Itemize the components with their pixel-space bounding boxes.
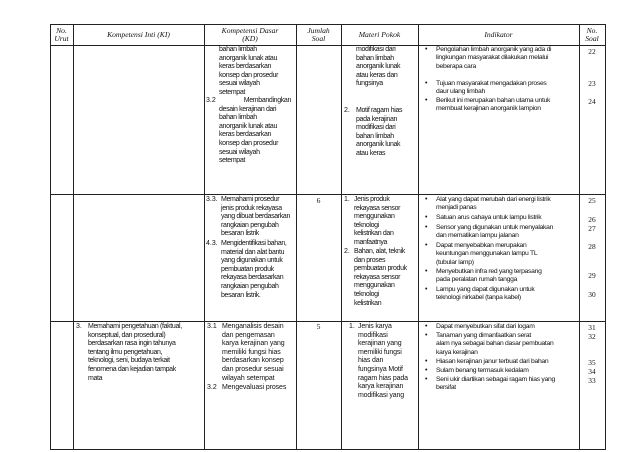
row2-ind5-line: pada peralatan rumah tangga xyxy=(436,276,518,284)
row3-materi1-line: hias dan xyxy=(358,357,384,365)
row2-kd2-line: yang digunakan untuk xyxy=(221,257,283,265)
row1-materi2-line: Motif ragam hias xyxy=(356,107,403,114)
table-border-bottom xyxy=(50,449,605,450)
row1-materi-line: atau keras dan xyxy=(356,71,398,79)
row3-materi1-line: memiliki fungsi xyxy=(358,348,402,356)
header-kd-line2: (KD) xyxy=(242,34,258,43)
row3-no-soal-5: 33 xyxy=(588,376,596,385)
row1-kd-line: setempat xyxy=(219,88,245,96)
row2-kd2-number: 4.3. xyxy=(206,240,218,247)
row2-materi2-line: rekayasa sensor xyxy=(354,273,401,281)
row3-no-soal-3: 35 xyxy=(588,358,596,367)
row1-kd2-line: setempat xyxy=(219,157,245,165)
row2-materi1-line: rekayasa sensor xyxy=(354,204,401,212)
row3-kd2-number: 3.2 xyxy=(207,384,217,391)
row2-materi2-line: kelistrikan xyxy=(354,299,382,307)
bullet-icon: • xyxy=(425,80,428,87)
row3-kd1-line: karya kerajinan yang xyxy=(222,340,285,348)
header-no-soal xyxy=(579,25,605,45)
row2-ind1-line: Alat yang dapat merubah dari energi listrik xyxy=(436,196,551,203)
row2-materi1-line: teknologi xyxy=(354,221,379,229)
row1-ind3-line: Berikut ini merupakan bahan utama untuk xyxy=(436,97,551,104)
row1-materi2-line: bahan limbah xyxy=(356,132,394,140)
bullet-icon: • xyxy=(425,242,428,249)
row3-kd1-number: 3.1 xyxy=(207,323,217,330)
row2-materi2-number: 2. xyxy=(344,248,350,255)
row1-materi-line: modifikasi dari xyxy=(356,46,396,53)
row3-materi1-line: fungsinya Motif xyxy=(358,365,403,373)
row3-no-soal-1: 31 xyxy=(588,323,596,332)
row2-kd1-line: jenis produk rekayasa xyxy=(221,204,282,212)
row2-indikator-6 xyxy=(436,286,578,303)
row2-indikator-4 xyxy=(436,242,578,267)
row1-indikator-2 xyxy=(436,80,578,97)
bullet-icon: • xyxy=(425,286,428,293)
row2-ind3-line: Sensor yang digunakan untuk menyalakan xyxy=(436,224,554,231)
row2-no-soal-4: 28 xyxy=(588,242,596,251)
row1-kd2 xyxy=(219,97,295,166)
row1-materi-line: fungsinya xyxy=(356,80,383,88)
bullet-icon: • xyxy=(425,268,428,275)
col-line-3 xyxy=(296,24,297,450)
row3-materi1-number: 1. xyxy=(349,323,355,330)
row-divider-2 xyxy=(50,321,605,322)
row3-number: 3. xyxy=(76,323,82,330)
row2-materi2-line: teknologi xyxy=(354,290,379,298)
bullet-icon: • xyxy=(425,196,428,203)
row2-ind4-line: (tubular lamp) xyxy=(436,258,474,266)
header-ki-label: Kompetensi Inti (KI) xyxy=(107,29,170,39)
row2-materi2-line: dan proses xyxy=(354,256,386,264)
row2-indikator-2 xyxy=(436,214,578,222)
row3-kd2-line: Mengevaluasi proses xyxy=(222,384,287,391)
row3-jumlah: 5 xyxy=(316,322,321,331)
row1-materi-line: anorganik lunak xyxy=(356,63,401,71)
row2-kd1-line: yang dibuat berdasarkan xyxy=(221,213,291,221)
row1-materi2-line: modifikasi dari xyxy=(356,124,396,132)
header-jumlah-line2: Soal xyxy=(311,34,326,43)
row3-kd1 xyxy=(222,323,296,383)
col-line-1 xyxy=(73,24,74,450)
row2-materi2-line: Bahan, alat, teknik xyxy=(354,248,405,255)
header-materi-pokok xyxy=(341,25,418,45)
row1-indikator-1 xyxy=(436,46,578,71)
row3-indikator-1 xyxy=(436,323,578,331)
row3-ind2-line: Tanaman yang dimanfaatkan serat xyxy=(436,332,531,339)
row2-indikator-3 xyxy=(436,224,578,241)
row1-no-soal-1: 22 xyxy=(588,47,596,56)
col-line-6 xyxy=(579,24,580,450)
row3-indikator-4 xyxy=(436,367,578,375)
row-divider-1 xyxy=(50,194,605,195)
row3-ki-line: mata xyxy=(88,374,103,382)
row2-indikator-1 xyxy=(436,196,578,213)
header-jumlah-line1: Jumlah xyxy=(307,25,330,35)
row2-ind3-line: dan mematikan lampu jalanan xyxy=(436,232,519,240)
row2-no-soal-3: 27 xyxy=(588,224,596,233)
row1-ind2-line: daur ulang limbah xyxy=(436,88,485,96)
col-line-0 xyxy=(50,24,51,450)
bullet-icon: • xyxy=(425,367,428,374)
row2-jumlah: 6 xyxy=(316,196,321,205)
row2-materi1-number: 1. xyxy=(344,196,350,203)
row2-ind6-line: teknologi nirkabel (tanpa kabel) xyxy=(436,294,521,302)
row1-kd-line: keras berdasarkan xyxy=(219,63,272,71)
row2-kd1-number: 3.3. xyxy=(206,196,218,203)
row2-materi1-line: menggunakan xyxy=(354,213,395,221)
bullet-icon: • xyxy=(425,323,428,330)
row3-indikator-5 xyxy=(436,376,578,393)
header-indikator xyxy=(418,25,579,45)
row3-kd1-line: dan prosedur sesuai xyxy=(222,365,284,373)
row2-materi1-line: manfaatnya xyxy=(354,238,388,246)
row1-kd2-line: sesuai wilayah xyxy=(219,148,260,156)
row2-kd1-line: rangkaian pengubah xyxy=(221,221,279,229)
row2-no-soal-5: 29 xyxy=(588,271,596,280)
row2-kd2-line: Mengidentifikasi bahan, xyxy=(221,240,287,247)
row1-kd2-line: desain kerajinan dari xyxy=(219,105,277,113)
row3-kd1-line: wilayah setempat xyxy=(222,374,275,382)
row3-ind5-line: Seni ukir diartikan sebagai ragam hias yang xyxy=(436,376,555,383)
row1-kd-line: anorganik lunak atau xyxy=(219,54,277,62)
row2-materi1-line: kelistrikan dan xyxy=(354,230,394,238)
row3-ki-line: tentang ilmu pengetahuan, xyxy=(88,348,163,356)
row1-indikator-3 xyxy=(436,97,578,114)
bullet-icon: • xyxy=(425,97,428,104)
row3-ind1-line: Dapat menyebutkan sifat dari logam xyxy=(436,323,535,330)
row2-kd1-line: Memahami prosedur xyxy=(221,196,280,203)
row3-ki xyxy=(88,323,203,383)
header-indikator-label: Indikator xyxy=(484,29,513,39)
row3-ki-line: teknologi, seni, budaya terkait xyxy=(88,357,170,365)
row2-indikator-5 xyxy=(436,268,578,285)
bullet-icon: • xyxy=(425,358,428,365)
row1-materi2-line: pada kerajinan xyxy=(356,115,398,123)
row3-materi1 xyxy=(358,323,418,400)
row1-kd2-line: keras berdasarkan xyxy=(219,131,272,139)
row3-materi1-line: kerajinan yang xyxy=(358,340,402,348)
row3-ki-line: fenomena dan kejadian tampak xyxy=(88,365,176,373)
row3-indikator-3 xyxy=(436,358,578,366)
row3-ind4-line: Sulam benang termasuk kedalam xyxy=(436,367,529,374)
header-materi-label: Materi Pokok xyxy=(358,29,401,39)
row3-ind5-line: bersifat xyxy=(436,384,456,392)
header-kompetensi-dasar xyxy=(204,25,296,45)
bullet-icon: • xyxy=(425,214,428,221)
row1-materi2 xyxy=(356,107,417,159)
row3-materi1-line: Jenis karya xyxy=(358,323,392,330)
col-line-4 xyxy=(341,24,342,450)
row3-kd1-line: Menganalisis desain xyxy=(222,323,284,330)
row1-materi2-line: atau keras xyxy=(356,149,386,157)
row2-ind1-line: menjadi panas xyxy=(436,204,477,212)
row3-ind2-line: alam nya sebagai bahan dasar pembuatan xyxy=(436,340,554,348)
row1-kd2-line: anorganik lunak atau xyxy=(219,122,277,130)
row3-materi1-line: karya kerajinan xyxy=(358,383,404,391)
row1-ind1-line: Pengolahan limbah anorganik yang ada di xyxy=(436,46,552,53)
row2-materi2 xyxy=(354,248,417,308)
row3-ki-line: konseptual, dan prosedural) xyxy=(88,331,166,339)
row2-no-soal-6: 30 xyxy=(588,290,596,299)
row2-kd1 xyxy=(221,196,296,239)
bullet-icon: • xyxy=(425,332,428,339)
row1-materi xyxy=(356,46,417,89)
header-no-soal-line1: No. xyxy=(586,25,598,35)
row2-materi2-line: pembuatan produk xyxy=(354,265,407,273)
header-no-urut-line2: Urut xyxy=(54,34,69,43)
row3-ind3-line: Hiasan kerajinan janur terbuat dari bahan xyxy=(436,358,549,365)
row2-kd1-line: besaran listrik xyxy=(221,230,259,238)
header-kd-line1: Kompetensi Dasar xyxy=(221,25,279,35)
row2-no-soal-1: 25 xyxy=(588,196,596,205)
row2-ind4-line: Dapat menyebabkan merupakan xyxy=(436,242,527,249)
row2-materi1-line: Jenis produk xyxy=(354,196,390,203)
col-line-7 xyxy=(605,24,606,450)
row3-kd1-line: memiliki fungsi hias xyxy=(222,348,281,356)
row1-ind1-line: lingkungan masyarakat dilakukan melalui xyxy=(436,54,549,62)
row1-materi2-line: anorganik lunak xyxy=(356,141,401,149)
row2-kd2 xyxy=(221,240,296,300)
row1-materi2-number: 2. xyxy=(344,107,350,114)
row2-materi2-line: menggunakan xyxy=(354,282,395,290)
row1-kd2-line: konsep dan prosedur xyxy=(219,139,279,147)
row3-materi1-line: modifikasi xyxy=(358,331,388,339)
row1-kd-line: sesuai wilayah xyxy=(219,80,260,88)
header-no-urut xyxy=(50,25,73,45)
header-jumlah-soal xyxy=(296,25,341,45)
row2-kd2-line: rekayasa berdasarkan xyxy=(221,274,284,282)
col-line-5 xyxy=(418,24,419,450)
row1-kd-line: bahan limbah xyxy=(219,46,257,53)
row2-materi1 xyxy=(354,196,417,248)
row1-kd2-line: Membandingkan xyxy=(243,97,291,104)
bullet-icon: • xyxy=(425,46,428,53)
row3-kd1-line: berdasarkan konsep xyxy=(222,357,284,365)
row2-kd2-line: besaran listrik. xyxy=(221,291,261,299)
row1-no-soal-3: 24 xyxy=(588,97,596,106)
row1-ind1-line: beberapa cara xyxy=(436,62,476,70)
row2-kd2-line: pembuatan produk xyxy=(221,265,274,273)
row3-no-soal-2: 32 xyxy=(588,332,596,341)
row3-kd1-line: dan pengemasan xyxy=(222,331,275,339)
row2-ind5-line: Menyebutkan infra red yang terpasang xyxy=(436,268,542,275)
row2-ind6-line: Lampu yang dapat digunakan untuk xyxy=(436,286,535,293)
header-kompetensi-inti xyxy=(73,25,204,45)
row3-kd2 xyxy=(222,384,296,393)
row2-kd2-line: rangkaian pengubah xyxy=(221,282,279,290)
bullet-icon: • xyxy=(425,224,428,231)
row1-kd2-number: 3.2 xyxy=(206,97,216,104)
header-no-urut-line1: No. xyxy=(56,25,67,35)
row2-ind4-line: keuntungan menggunakan lampu TL xyxy=(436,250,538,258)
row3-ki-line: Memahami pengetahuan (faktual, xyxy=(88,323,182,330)
row2-ind2-line: Satuan arus cahaya untuk lampu listrik xyxy=(436,214,542,221)
row2-kd2-line: material dan alat bantu xyxy=(221,248,285,256)
row3-ki-line: berdasarkan rasa ingin tahunya xyxy=(88,340,176,348)
row1-ind2-line: Tujuan masyarakat mengadakan proses xyxy=(436,80,547,87)
row3-ind2-line: karya kerajinan xyxy=(436,348,478,356)
row1-kd-continued xyxy=(219,46,295,98)
row2-no-soal-2: 26 xyxy=(588,215,596,224)
row1-ind3-line: membuat kerajinan anorganik lampion xyxy=(436,105,541,113)
row1-materi-line: bahan limbah xyxy=(356,54,394,62)
row1-kd-line: konsep dan prosedur xyxy=(219,71,279,79)
col-line-2 xyxy=(204,24,205,450)
header-no-soal-line2: Soal xyxy=(585,34,599,43)
row1-no-soal-2: 23 xyxy=(588,79,596,88)
row3-no-soal-4: 34 xyxy=(588,367,596,376)
row3-indikator-2 xyxy=(436,332,578,357)
bullet-icon: • xyxy=(425,376,428,383)
row1-kd2-line: bahan limbah xyxy=(219,114,257,122)
row3-materi1-line: modifikasi yang xyxy=(358,391,404,399)
row3-materi1-line: ragam hias pada xyxy=(358,374,408,382)
